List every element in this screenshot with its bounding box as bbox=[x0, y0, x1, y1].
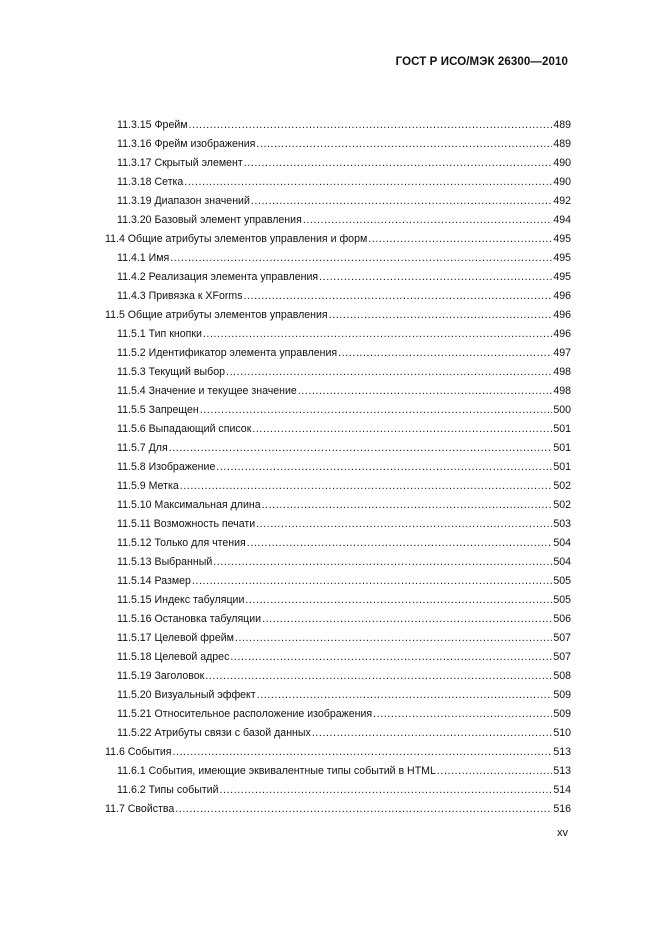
toc-entry-page: 495 bbox=[553, 271, 571, 283]
toc-entry-title: 11.5.14 Размер bbox=[117, 575, 191, 587]
toc-dot-leader bbox=[262, 496, 553, 515]
toc-dot-leader bbox=[192, 572, 552, 591]
toc-entry-title: 11.6.2 Типы событий bbox=[117, 784, 219, 796]
toc-entry-title: 11.5.11 Возможность печати bbox=[117, 518, 256, 530]
toc-dot-leader bbox=[170, 249, 552, 268]
toc-entry-title: 11.5.15 Индекс табуляции bbox=[117, 594, 245, 606]
toc-dot-leader bbox=[437, 762, 552, 781]
toc-entry-page: 504 bbox=[553, 556, 571, 568]
toc-dot-leader bbox=[252, 420, 552, 439]
toc-entry-title: 11.5.17 Целевой фрейм bbox=[117, 632, 234, 644]
toc-entry bbox=[117, 287, 571, 306]
toc-entry-page: 513 bbox=[553, 746, 571, 758]
toc-dot-leader bbox=[312, 724, 553, 743]
toc-entry bbox=[117, 534, 571, 553]
toc-entry bbox=[117, 458, 571, 477]
toc-entry-page: 501 bbox=[553, 442, 571, 454]
toc-entry-page: 504 bbox=[553, 537, 571, 549]
toc-entry-title: 11.3.17 Скрытый элемент bbox=[117, 157, 243, 169]
toc-entry-title: 11.5.18 Целевой адрес bbox=[117, 651, 230, 663]
toc-entry bbox=[117, 496, 571, 515]
toc-entry-title: 11.5.7 Для bbox=[117, 442, 168, 454]
toc-entry-page: 507 bbox=[553, 651, 571, 663]
toc-entry bbox=[117, 325, 571, 344]
toc-entry-title: 11.3.16 Фрейм изображения bbox=[117, 138, 256, 150]
toc-entry-page: 516 bbox=[553, 803, 571, 815]
toc-entry bbox=[117, 762, 571, 781]
toc-dot-leader bbox=[205, 667, 552, 686]
toc-entry-page: 514 bbox=[553, 784, 571, 796]
toc-dot-leader bbox=[256, 135, 552, 154]
toc-entry-page: 489 bbox=[553, 138, 571, 150]
toc-entry bbox=[117, 515, 571, 534]
toc-entry-page: 495 bbox=[553, 252, 571, 264]
toc-dot-leader bbox=[373, 705, 552, 724]
toc-dot-leader bbox=[235, 629, 552, 648]
toc-dot-leader bbox=[262, 610, 552, 629]
toc-entry-page: 505 bbox=[553, 575, 571, 587]
toc-entry-title: 11.3.18 Сетка bbox=[117, 176, 184, 188]
toc-entry-title: 11.5 Общие атрибуты элементов управления bbox=[105, 309, 328, 321]
toc-entry-page: 494 bbox=[553, 214, 571, 226]
toc-entry-page: 501 bbox=[553, 461, 571, 473]
toc-entry-title: 11.5.6 Выпадающий список bbox=[117, 423, 252, 435]
toc-dot-leader bbox=[319, 268, 552, 287]
toc-entry-title: 11.7 Свойства bbox=[105, 803, 175, 815]
toc-entry-title: 11.4.3 Привязка к XForms bbox=[117, 290, 243, 302]
page-header-title: ГОСТ Р ИСО/МЭК 26300—2010 bbox=[395, 56, 568, 68]
toc-entry-title: 11.5.13 Выбранный bbox=[117, 556, 213, 568]
toc-entry bbox=[117, 211, 571, 230]
toc-entry-page: 513 bbox=[553, 765, 571, 777]
toc-entry-page: 490 bbox=[553, 176, 571, 188]
toc-entry bbox=[117, 610, 571, 629]
toc-dot-leader bbox=[220, 781, 553, 800]
toc-dot-leader bbox=[175, 800, 552, 819]
toc-dot-leader bbox=[303, 211, 553, 230]
toc-entry-title: 11.5.21 Относительное расположение изображения bbox=[117, 708, 373, 720]
toc-dot-leader bbox=[200, 401, 553, 420]
toc-entry bbox=[117, 572, 571, 591]
toc-entry bbox=[117, 553, 571, 572]
toc-entry bbox=[117, 686, 571, 705]
toc-entry-title: 11.6 События bbox=[105, 746, 172, 758]
toc-entry bbox=[117, 344, 571, 363]
toc-entry-title: 11.6.1 События, имеющие эквивалентные типы событий в HTML bbox=[117, 765, 436, 777]
toc-entry-title: 11.4.2 Реализация элемента управления bbox=[117, 271, 319, 283]
page-number: xv bbox=[557, 827, 568, 839]
toc-dot-leader bbox=[251, 192, 552, 211]
toc-dot-leader bbox=[244, 154, 553, 173]
toc-entry bbox=[117, 192, 571, 211]
toc-dot-leader bbox=[244, 287, 553, 306]
toc-entry-page: 496 bbox=[553, 290, 571, 302]
toc-entry bbox=[117, 154, 571, 173]
toc-entry-page: 498 bbox=[553, 366, 571, 378]
toc-entry-title: 11.5.3 Текущий выбор bbox=[117, 366, 226, 378]
toc-entry-title: 11.5.20 Визуальный эффект bbox=[117, 689, 256, 701]
toc-dot-leader bbox=[203, 325, 552, 344]
toc-entry-title: 11.5.19 Заголовок bbox=[117, 670, 205, 682]
toc-entry-title: 11.5.22 Атрибуты связи с базой данных bbox=[117, 727, 311, 739]
toc-entry bbox=[105, 306, 571, 325]
toc-dot-leader bbox=[338, 344, 552, 363]
toc-entry bbox=[117, 135, 571, 154]
toc-entry-title: 11.3.15 Фрейм bbox=[117, 119, 188, 131]
toc-entry bbox=[117, 705, 571, 724]
toc-dot-leader bbox=[230, 648, 552, 667]
toc-dot-leader bbox=[329, 306, 553, 325]
toc-entry-title: 11.5.9 Метка bbox=[117, 480, 179, 492]
toc-entry-page: 490 bbox=[553, 157, 571, 169]
toc-entry-page: 508 bbox=[553, 670, 571, 682]
toc-dot-leader bbox=[245, 591, 552, 610]
toc-dot-leader bbox=[189, 116, 553, 135]
toc-entry-page: 500 bbox=[553, 404, 571, 416]
toc-entry-title: 11.5.10 Максимальная длина bbox=[117, 499, 261, 511]
toc-dot-leader bbox=[169, 439, 553, 458]
toc-entry-title: 11.5.12 Только для чтения bbox=[117, 537, 246, 549]
toc-entry-page: 506 bbox=[553, 613, 571, 625]
toc-entry bbox=[105, 230, 571, 249]
toc-entry bbox=[105, 743, 571, 762]
toc-entry bbox=[117, 401, 571, 420]
toc-entry-title: 11.5.2 Идентификатор элемента управления bbox=[117, 347, 338, 359]
toc-entry bbox=[117, 268, 571, 287]
toc-dot-leader bbox=[247, 534, 553, 553]
toc-entry-page: 510 bbox=[553, 727, 571, 739]
toc-dot-leader bbox=[256, 515, 552, 534]
toc-dot-leader bbox=[213, 553, 552, 572]
toc-entry-page: 507 bbox=[553, 632, 571, 644]
toc-dot-leader bbox=[216, 458, 552, 477]
toc-entry-page: 509 bbox=[553, 689, 571, 701]
toc-entry bbox=[117, 648, 571, 667]
toc-entry bbox=[117, 667, 571, 686]
toc-entry bbox=[117, 249, 571, 268]
toc-entry-page: 498 bbox=[553, 385, 571, 397]
toc-dot-leader bbox=[226, 363, 552, 382]
toc-entry-page: 489 bbox=[553, 119, 571, 131]
toc-entry-page: 505 bbox=[553, 594, 571, 606]
toc-dot-leader bbox=[298, 382, 552, 401]
toc-entry bbox=[117, 439, 571, 458]
toc-entry-page: 496 bbox=[553, 328, 571, 340]
toc-entry-title: 11.5.5 Запрещен bbox=[117, 404, 199, 416]
toc-entry-title: 11.5.8 Изображение bbox=[117, 461, 216, 473]
toc-entry bbox=[117, 363, 571, 382]
toc-entry bbox=[117, 420, 571, 439]
toc-dot-leader bbox=[184, 173, 552, 192]
toc-dot-leader bbox=[257, 686, 553, 705]
toc-dot-leader bbox=[180, 477, 553, 496]
toc-entry-page: 492 bbox=[553, 195, 571, 207]
toc-entry-title: 11.3.19 Диапазон значений bbox=[117, 195, 250, 207]
toc-entry bbox=[117, 781, 571, 800]
toc-entry-page: 502 bbox=[553, 499, 571, 511]
toc-dot-leader bbox=[173, 743, 553, 762]
toc-entry-title: 11.4.1 Имя bbox=[117, 252, 170, 264]
toc-entry-page: 503 bbox=[553, 518, 571, 530]
toc-entry-page: 501 bbox=[553, 423, 571, 435]
toc-entry-page: 502 bbox=[553, 480, 571, 492]
toc-entry-title: 11.4 Общие атрибуты элементов управления и форм bbox=[105, 233, 368, 245]
toc-entry bbox=[117, 173, 571, 192]
toc-entry bbox=[117, 591, 571, 610]
toc-entry-title: 11.5.1 Тип кнопки bbox=[117, 328, 202, 340]
toc-entry-page: 495 bbox=[553, 233, 571, 245]
toc-dot-leader bbox=[368, 230, 552, 249]
toc-entry-title: 11.5.16 Остановка табуляции bbox=[117, 613, 262, 625]
toc-entry-page: 496 bbox=[553, 309, 571, 321]
toc-entry bbox=[105, 800, 571, 819]
toc-entry bbox=[117, 382, 571, 401]
toc-entry bbox=[117, 724, 571, 743]
toc-entry bbox=[117, 116, 571, 135]
toc-entry bbox=[117, 629, 571, 648]
toc-entry-page: 497 bbox=[553, 347, 571, 359]
toc-entry-page: 509 bbox=[553, 708, 571, 720]
toc-entry-title: 11.3.20 Базовый элемент управления bbox=[117, 214, 302, 226]
toc-entry bbox=[117, 477, 571, 496]
toc-entry-title: 11.5.4 Значение и текущее значение bbox=[117, 385, 297, 397]
